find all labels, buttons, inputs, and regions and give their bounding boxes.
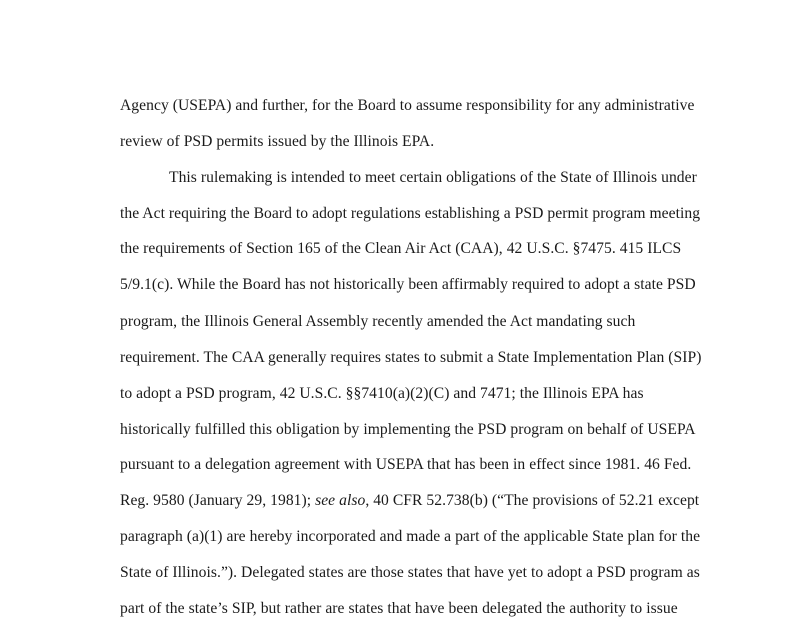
text-line: paragraph (a)(1) are hereby incorporated and made a part of the applicable State plan for the: [120, 528, 701, 545]
text-line: program, the Illinois General Assembly recently amended the Act mandating such: [120, 313, 636, 330]
text-line: Agency (USEPA) and further, for the Board to assume responsibility for any administrative: [120, 97, 695, 114]
text-line: pursuant to a delegation agreement with USEPA that has been in effect since 1981. 46 Fed.: [120, 456, 692, 473]
citation-text: Reg. 9580 (January 29, 1981);: [120, 492, 316, 509]
citation-text: , 40 CFR 52.738(b) (“The provisions of 52.21 except: [365, 492, 700, 509]
text-line: the requirements of Section 165 of the Clean Air Act (CAA), 42 U.S.C. §7475. 415 ILCS: [120, 240, 682, 257]
text-line: part of the state’s SIP, but rather are states that have been delegated the authority to issue: [120, 600, 678, 617]
text-line: historically fulfilled this obligation by implementing the PSD program on behalf of USEPA: [120, 421, 696, 438]
text-line: review of PSD permits issued by the Illinois EPA.: [120, 133, 435, 150]
text-line: State of Illinois.”). Delegated states are those states that have yet to adopt a PSD program as: [120, 564, 700, 581]
text-line: the Act requiring the Board to adopt regulations establishing a PSD permit program meeting: [120, 205, 701, 222]
paragraph-first-line: This rulemaking is intended to meet certain obligations of the State of Illinois under: [169, 169, 697, 186]
text-line: to adopt a PSD program, 42 U.S.C. §§7410(a)(2)(C) and 7471; the Illinois EPA has: [120, 385, 644, 402]
text-line: 5/9.1(c). While the Board has not historically been affirmably required to adopt a state PSD: [120, 276, 696, 293]
text-line-with-citation: [120, 492, 699, 510]
text-line: requirement. The CAA generally requires states to submit a State Implementation Plan (SIP): [120, 349, 702, 366]
italic-signal: see also: [315, 492, 366, 509]
